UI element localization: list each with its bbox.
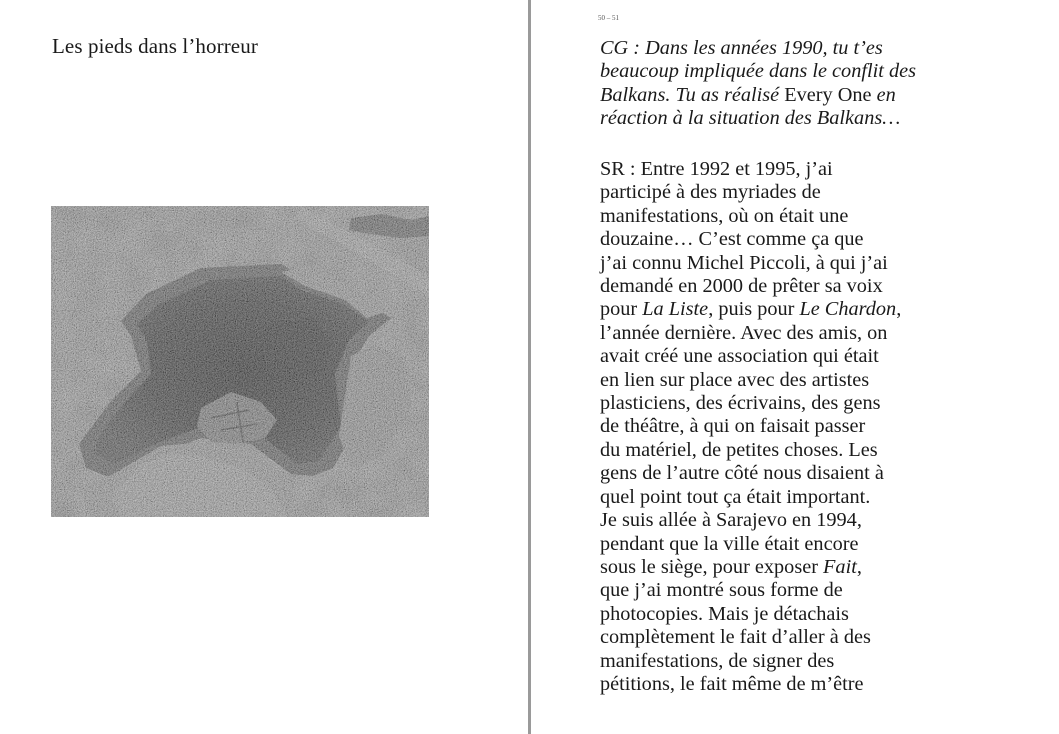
answer-line xyxy=(600,181,930,204)
text-run: manifestations, de signer des xyxy=(600,649,835,672)
answer-line xyxy=(600,415,930,438)
page-number: 50 – 51 xyxy=(598,14,619,22)
italic-text-run: Le Chardon xyxy=(799,298,897,321)
answer-line xyxy=(600,462,930,485)
interview-answer xyxy=(600,158,930,696)
interview-question xyxy=(600,37,930,130)
answer-line xyxy=(600,205,930,228)
answer-line xyxy=(600,275,930,298)
italic-text-run: Balkans. Tu as réalisé xyxy=(600,83,785,106)
text-run: pour xyxy=(600,298,643,321)
question-line xyxy=(600,37,930,60)
text-run: complètement le fait d’aller à des xyxy=(600,626,871,649)
answer-line xyxy=(600,579,930,602)
answer-line xyxy=(600,158,930,181)
left-page xyxy=(0,0,529,734)
text-run: de théâtre, à qui on faisait passer xyxy=(600,415,866,438)
text-run: plasticiens, des écrivains, des gens xyxy=(600,392,881,415)
italic-text-run: réaction à la situation des Balkans… xyxy=(600,106,901,129)
text-run: pétitions, le fait même de m’être xyxy=(600,672,864,695)
text-run: l’année dernière. Avec des amis, on xyxy=(600,321,888,344)
answer-line xyxy=(600,603,930,626)
text-run: Every One xyxy=(784,83,872,106)
text-run: gens de l’autre côté nous disaient à xyxy=(600,462,884,485)
text-run: demandé en 2000 de prêter sa voix xyxy=(600,275,883,298)
answer-line xyxy=(600,533,930,556)
italic-text-run: CG : Dans les années 1990, tu t’es xyxy=(600,37,883,59)
text-run: du matériel, de petites choses. Les xyxy=(600,438,878,461)
italic-text-run: La Liste xyxy=(642,298,709,321)
text-run: SR : Entre 1992 et 1995, j’ai xyxy=(600,158,833,180)
text-run: en lien sur place avec des artistes xyxy=(600,368,870,391)
text-run: que j’ai montré sous forme de xyxy=(600,579,843,602)
italic-text-run: en xyxy=(871,83,896,106)
answer-line xyxy=(600,650,930,673)
text-run: , xyxy=(896,298,902,321)
answer-line xyxy=(600,673,930,696)
question-line xyxy=(600,84,930,107)
text-run: quel point tout ça était important. xyxy=(600,485,871,508)
text-run: avait créé une association qui était xyxy=(600,345,879,368)
answer-line xyxy=(600,345,930,368)
answer-line xyxy=(600,228,930,251)
answer-line xyxy=(600,252,930,275)
text-run: sous le siège, pour exposer xyxy=(600,555,824,578)
answer-line xyxy=(600,439,930,462)
answer-line xyxy=(600,626,930,649)
answer-line xyxy=(600,369,930,392)
answer-line xyxy=(600,486,930,509)
answer-line xyxy=(600,509,930,532)
italic-text-run: beaucoup impliquée dans le conflit des xyxy=(600,60,916,83)
text-run: , puis pour xyxy=(708,298,800,321)
answer-line xyxy=(600,322,930,345)
answer-line xyxy=(600,556,930,579)
chapter-title: Les pieds dans l’horreur xyxy=(52,34,258,58)
italic-text-run: Fait xyxy=(823,555,857,578)
answer-line xyxy=(600,298,930,321)
answer-line xyxy=(600,392,930,415)
text-run: photocopies. Mais je détachais xyxy=(600,602,849,625)
text-run: douzaine… C’est comme ça que xyxy=(600,228,864,251)
question-line xyxy=(600,60,930,83)
text-run: , xyxy=(856,555,862,578)
text-run: Je suis allée à Sarajevo en 1994, xyxy=(600,509,862,532)
text-run: manifestations, où on était une xyxy=(600,204,849,227)
text-run: pendant que la ville était encore xyxy=(600,532,859,555)
crater-photo xyxy=(51,206,429,517)
interview-text xyxy=(600,37,930,695)
text-run: j’ai connu Michel Piccoli, à qui j’ai xyxy=(600,251,888,274)
text-run: participé à des myriades de xyxy=(600,181,821,204)
question-line xyxy=(600,107,930,130)
crater-photo-image xyxy=(51,206,429,517)
